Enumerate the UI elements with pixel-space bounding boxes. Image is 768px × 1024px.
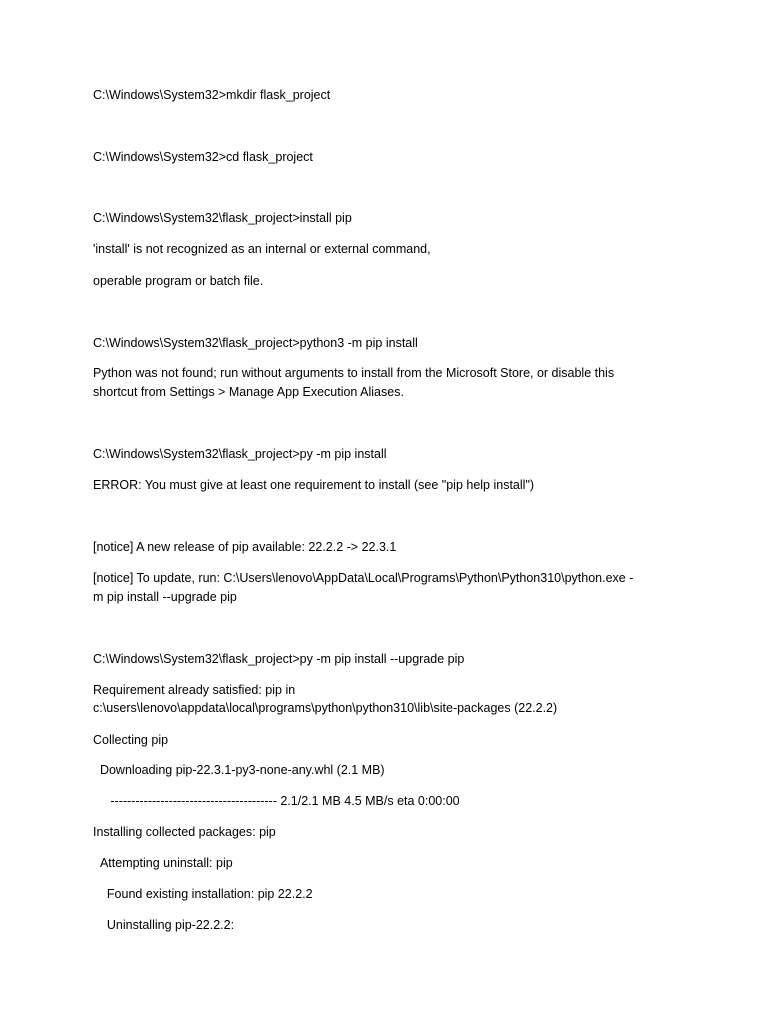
text-line: C:\Windows\System32\flask_project>install pip: [93, 211, 352, 225]
text-line: C:\Windows\System32\flask_project>py -m pip install --upgrade pip: [93, 652, 465, 666]
text-line: ---------------------------------------- 2.1/2.1 MB 4.5 MB/s eta 0:00:00: [93, 794, 460, 808]
text-line: Installing collected packages: pip: [93, 825, 276, 839]
text-line: Uninstalling pip-22.2.2:: [93, 918, 235, 932]
text-line: 'install' is not recognized as an internal or external command,: [93, 242, 431, 256]
text-line: Python was not found; run without arguments to install from the Microsoft Store, or disable this: [93, 366, 615, 380]
text-line: C:\Windows\System32>mkdir flask_project: [93, 88, 331, 102]
text-line: Downloading pip-22.3.1-py3-none-any.whl (2.1 MB): [93, 763, 385, 777]
text-line: C:\Windows\System32\flask_project>python3 -m pip install: [93, 336, 418, 350]
text-line: Collecting pip: [93, 733, 169, 747]
text-line: m pip install --upgrade pip: [93, 590, 237, 604]
text-line: c:\users\lenovo\appdata\local\programs\python\python310\lib\site-packages (22.2.2): [93, 701, 558, 715]
text-line: ERROR: You must give at least one requirement to install (see "pip help install"): [93, 478, 535, 492]
text-line: C:\Windows\System32>cd flask_project: [93, 150, 313, 164]
text-line: Requirement already satisfied: pip in: [93, 683, 296, 697]
text-line: [notice] To update, run: C:\Users\lenovo\AppData\Local\Programs\Python\Python310\python.exe -: [93, 571, 634, 585]
text-line: Attempting uninstall: pip: [93, 856, 233, 870]
text-line: [notice] A new release of pip available: 22.2.2 -> 22.3.1: [93, 540, 397, 554]
text-line: shortcut from Settings > Manage App Execution Aliases.: [93, 385, 404, 399]
text-line: C:\Windows\System32\flask_project>py -m pip install: [93, 447, 387, 461]
text-line: Found existing installation: pip 22.2.2: [93, 887, 313, 901]
text-line: operable program or batch file.: [93, 274, 264, 288]
